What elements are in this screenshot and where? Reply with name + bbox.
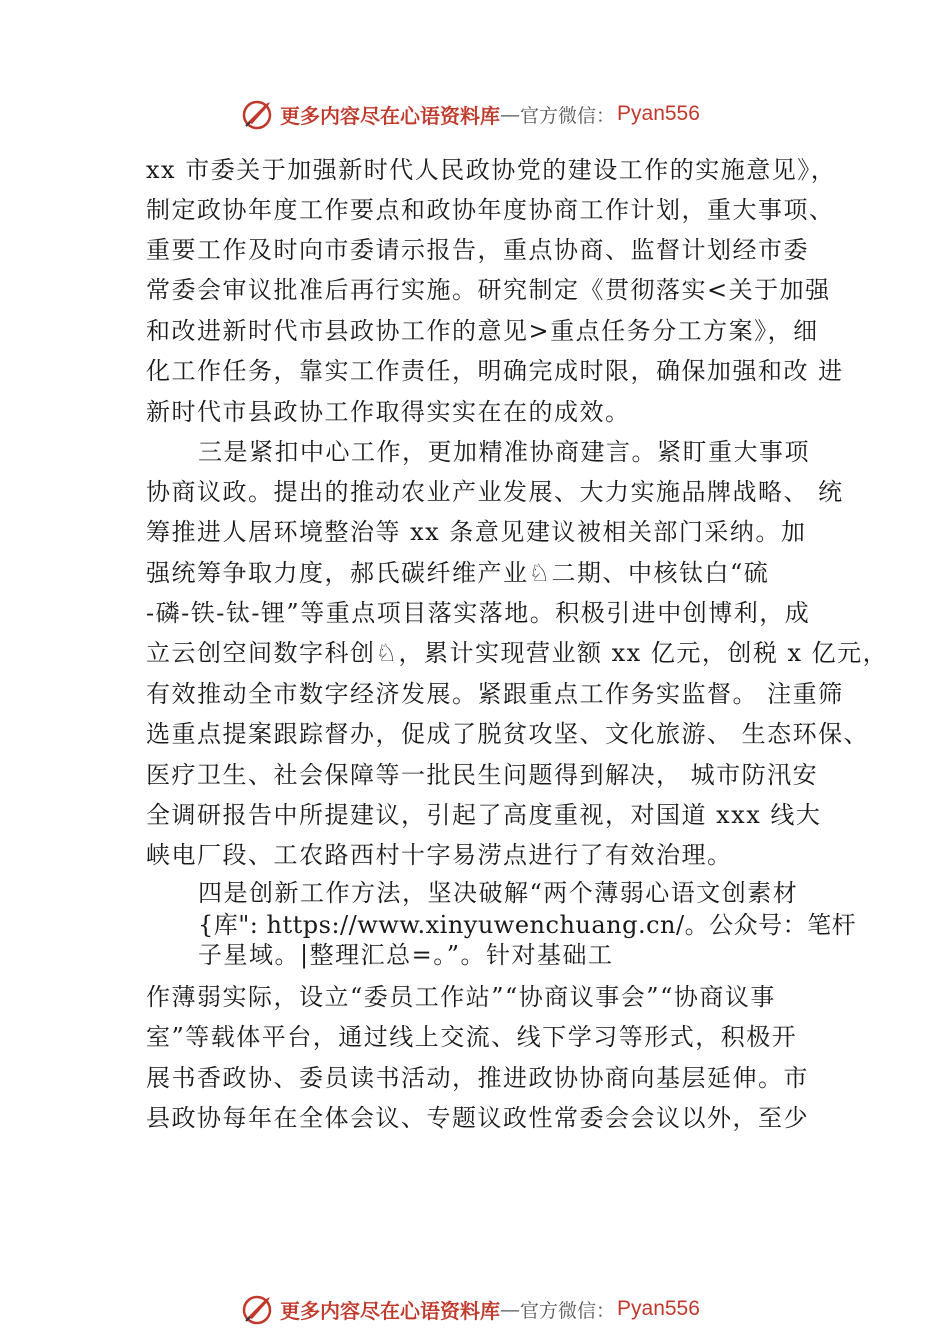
body-line: xx 市委关于加强新时代人民政协党的建设工作的实施意见》， [146,156,837,184]
body-line: 选重点提案跟踪督办，促成了脱贫攻坚、文化旅游、 生态环保、 [146,720,870,748]
watermark-wechat-id: Pyan556 [617,102,700,125]
body-line: 筹推进人居环境整治等 xx 条意见建议被相关部门采纳。加 [146,518,807,546]
quill-logo-icon [240,96,276,132]
watermark-main-text: 更多内容尽在心语资料库 [280,1298,500,1323]
body-line: 制定政协年度工作要点和政协年度协商工作计划，重大事项、 [146,196,835,224]
body-line: 子星域。|整理汇总=。”。针对基础工 [198,941,614,969]
body-line: 重要工作及时向市委请示报告，重点协商、监督计划经市委 [146,236,809,264]
body-line: 县政协每年在全体会议、专题议政性常委会会议以外，至少 [146,1104,809,1132]
body-line: -磷-铁-钛-锂”等重点项目落实落地。积极引进中创博利，成 [146,599,811,627]
watermark-official-label: 官方微信： [520,104,616,127]
paragraph-start-line: 三是紧扣中心工作，更加精准协商建言。紧盯重大事项 [198,438,810,466]
body-line: 全调研报告中所提建议，引起了高度重视，对国道 xxx 线大 [146,801,822,829]
body-line: 协商议政。提出的推动农业产业发展、大力实施品牌战略、 统 [146,478,844,506]
watermark-dash: — [500,1297,520,1321]
header-watermark [240,94,800,134]
body-line: 和改进新时代市县政协工作的意见>重点任务分工方案》，细 [146,317,819,345]
quill-logo-icon [240,1291,276,1327]
body-line: 化工作任务，靠实工作责任，明确完成时限，确保加强和改 进 [146,357,844,385]
watermark-official-label: 官方微信： [520,1299,616,1322]
watermark-dash: — [500,102,520,126]
body-line: 新时代市县政协工作取得实实在在的成效。 [146,398,631,426]
body-line: 立云创空间数字科创♘，累计实现营业额 xx 亿元，创税 x 亿元， [146,639,889,667]
body-line: 作薄弱实际，设立“委员工作站”“协商议事会”“协商议事 [146,983,776,1011]
body-line: 展书香政协、委员读书活动，推进政协协商向基层延伸。市 [146,1064,809,1092]
body-line: 医疗卫生、社会保障等一批民生问题得到解决， 城市防汛安 [146,761,819,789]
watermark-wechat-id: Pyan556 [617,1297,700,1320]
paragraph-start-line: 四是创新工作方法，坚决破解“两个薄弱心语文创素材 [198,879,799,907]
body-line: 常委会审议批准后再行实施。研究制定《贯彻落实<关于加强 [146,276,831,304]
watermark-main-text: 更多内容尽在心语资料库 [280,103,500,128]
body-line: 峡电厂段、工农路西村十字易涝点进行了有效治理。 [146,841,733,869]
body-line: 强统筹争取力度，郝氏碳纤维产业♘二期、中核钛白“硫 [146,559,770,587]
body-line: {库": https://www.xinyuwenchuang.cn/。公众号：笔杆 [198,911,857,939]
body-line: 室”等载体平台，通过线上交流、线下学习等形式，积极开 [146,1023,798,1051]
footer-watermark [240,1289,800,1329]
body-line: 有效推动全市数字经济发展。紧跟重点工作务实监督。 注重筛 [146,680,844,708]
